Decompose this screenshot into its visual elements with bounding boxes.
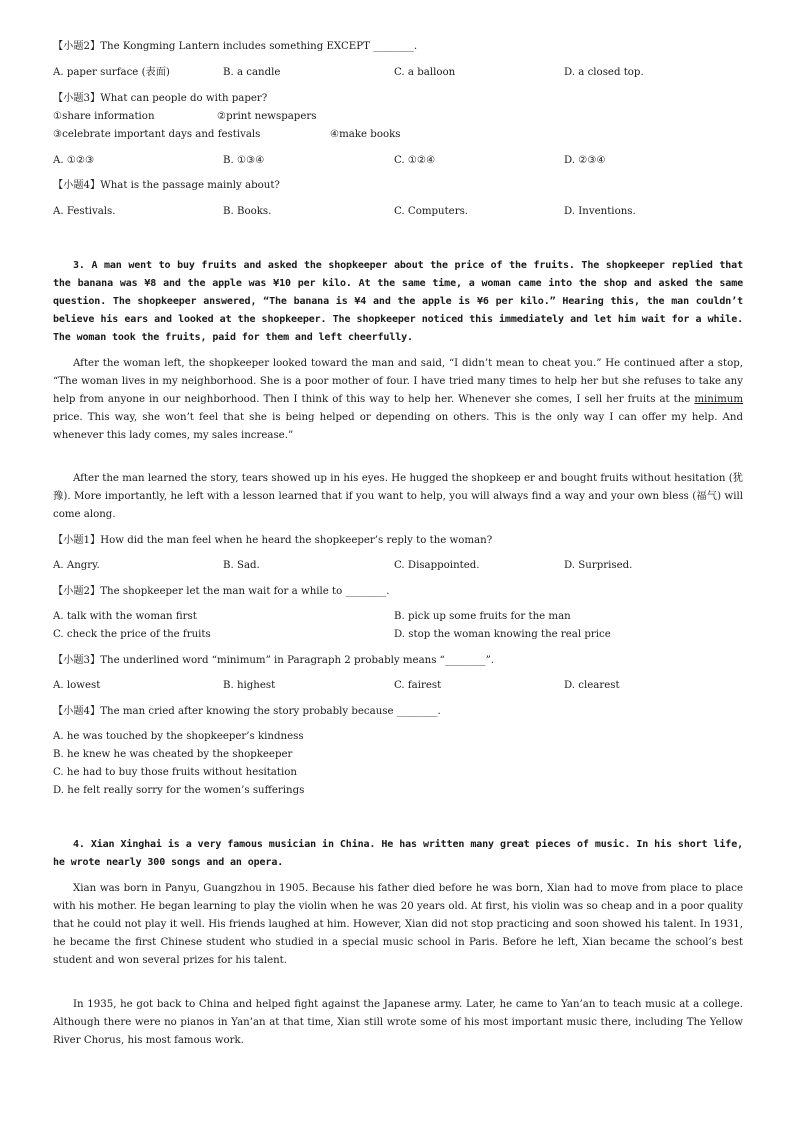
q3-sub1-option-b: B. Sad.	[223, 560, 260, 571]
q2-sub3-item-1: ①share information	[53, 111, 155, 122]
q3-sub4-option-a: A. he was touched by the shopkeeper’s kindness	[53, 731, 304, 742]
q2-sub3-option-b: B. ①③④	[223, 155, 265, 166]
q3-sub4-stem: 【小题4】The man cried after knowing the story probably because ________.	[53, 706, 441, 717]
q2-sub3-option-c: C. ①②④	[394, 155, 436, 166]
q2-sub2-option-d: D. a closed top.	[564, 67, 644, 78]
q3-p2-text-before: After the woman left, the shopkeeper looked toward the man and said, “I didn’t mean to cheat you.” He continued after a stop, “The woman lives in my neighborhood. She is a poor mother of four. I have tried many times to help her but she refuses to take any help from anyone in our neighborhood. Then I think of this way to help her. Whenever she comes, I sell her fruits at the	[53, 358, 743, 405]
q3-sub2-option-d: D. stop the woman knowing the real price	[394, 629, 611, 640]
q2-sub2-option-c: C. a balloon	[394, 67, 456, 78]
q3-sub3-option-b: B. highest	[223, 680, 276, 691]
q3-sub1-option-c: C. Disappointed.	[394, 560, 480, 571]
q3-sub3-option-c: C. fairest	[394, 680, 442, 691]
q3-intro: 3. A man went to buy fruits and asked the shopkeeper about the price of the fruits. The shopkeeper replied that the banana was ¥8 and the apple was ¥10 per kilo. At the same time, a woman came into the shop and asked the same question. The shopkeeper answered, “The banana is ¥4 and the apple is ¥6 per kilo.” Hearing this, the man couldn’t believe his ears and looked at the shopkeeper. The shopkeeper noticed this immediately and let him wait for a while. The woman took the fruits, paid for them and left cheerfully.	[53, 260, 743, 343]
q2-sub4-option-b: B. Books.	[223, 206, 272, 217]
q2-sub2-stem: 【小题2】The Kongming Lantern includes something EXCEPT ________.	[53, 41, 418, 52]
q3-sub4-option-b: B. he knew he was cheated by the shopkeeper	[53, 749, 293, 760]
q2-sub3-option-a: A. ①②③	[53, 155, 95, 166]
q4-paragraph-2: In 1935, he got back to China and helped fight against the Japanese army. Later, he came to Yan’an to teach music at a college. Although there were no pianos in Yan’an at that time, Xian still wrote some of his most important music there, including The Yellow River Chorus, his most famous work.	[53, 999, 743, 1046]
q3-sub2-option-b: B. pick up some fruits for the man	[394, 611, 571, 622]
q2-sub3-item-3: ③celebrate important days and festivals	[53, 129, 261, 140]
q3-sub4-option-d: D. he felt really sorry for the women’s sufferings	[53, 785, 305, 796]
q4-intro: 4. Xian Xinghai is a very famous musician in China. He has written many great pieces of music. In his short life, he wrote nearly 300 songs and an opera.	[53, 839, 743, 868]
q3-sub3-option-a: A. lowest	[53, 680, 101, 691]
q4-paragraph-1: Xian was born in Panyu, Guangzhou in 1905. Because his father died before he was born, Xian had to move from place to place with his mother. He began learning to play the violin when he was 20 years old. At first, his violin was so cheap and in a poor quality that he could not play it well. His friends laughed at him. However, Xian did not stop practicing and soon showed his talent. In 1931, he became the first Chinese student who studied in a special music school in Paris. Before he left, Xian became the school’s best student and won several prizes for his talent.	[53, 883, 743, 966]
q3-paragraph-2	[53, 355, 743, 445]
q3-sub1-option-d: D. Surprised.	[564, 560, 633, 571]
q3-sub4-option-c: C. he had to buy those fruits without hesitation	[53, 767, 297, 778]
q3-sub3-stem: 【小题3】The underlined word “minimum” in Paragraph 2 probably means “________”.	[53, 655, 495, 666]
q2-sub4-option-c: C. Computers.	[394, 206, 469, 217]
q3-sub2-option-a: A. talk with the woman first	[53, 611, 197, 622]
q2-sub2-option-a: A. paper surface (表面)	[53, 67, 170, 78]
q2-sub4-option-d: D. Inventions.	[564, 206, 636, 217]
q3-paragraph-3: After the man learned the story, tears showed up in his eyes. He hugged the shopkeep er and bought fruits without hesitation (犹豫). More importantly, he left with a lesson learned that if you want to help, you will always find a way and your own bless (福气) will come along.	[53, 473, 743, 520]
q2-sub3-item-4: ④make books	[330, 129, 401, 140]
q2-sub3-stem: 【小题3】What can people do with paper?	[53, 93, 268, 104]
q3-p2-text-after: price. This way, she won’t feel that she is being helped or depending on others. This is the only way I can offer my help. And whenever this lady comes, my sales increase.”	[53, 412, 743, 441]
q3-sub1-stem: 【小题1】How did the man feel when he heard the shopkeeper’s reply to the woman?	[53, 535, 493, 546]
q2-sub3-option-d: D. ②③④	[564, 155, 606, 166]
q3-sub2-option-c: C. check the price of the fruits	[53, 629, 211, 640]
q2-sub2-option-b: B. a candle	[223, 67, 281, 78]
q3-sub3-option-d: D. clearest	[564, 680, 620, 691]
q2-sub4-stem: 【小题4】What is the passage mainly about?	[53, 180, 280, 191]
q3-sub2-stem: 【小题2】The shopkeeper let the man wait for a while to ________.	[53, 586, 390, 597]
q2-sub4-option-a: A. Festivals.	[53, 206, 116, 217]
q3-sub1-option-a: A. Angry.	[53, 560, 100, 571]
q3-p2-underlined-word: minimum	[694, 394, 743, 405]
q2-sub3-item-2: ②print newspapers	[217, 111, 317, 122]
